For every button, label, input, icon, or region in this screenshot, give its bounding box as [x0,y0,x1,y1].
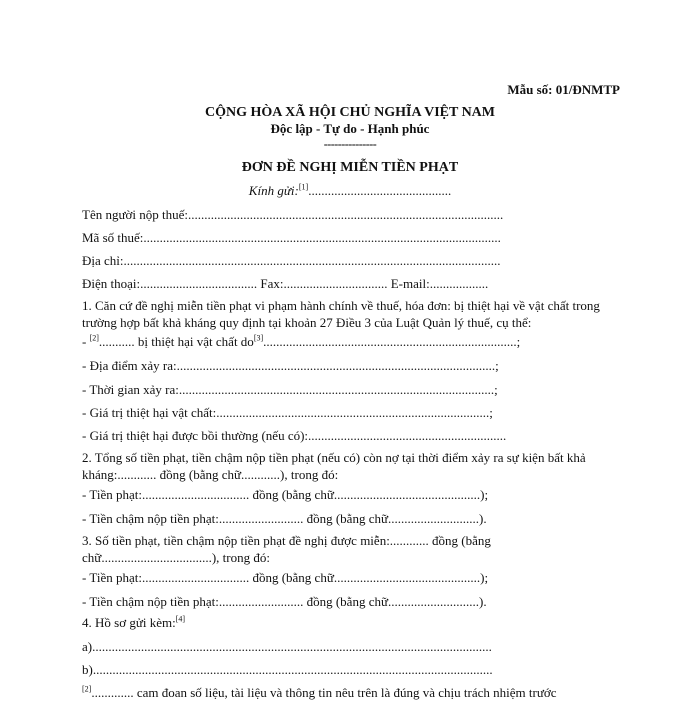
place-field: - Địa điểm xảy ra:..................................................................................................; [82,358,499,373]
footnote-ref: [2] [89,333,99,343]
damage-line [82,333,622,350]
footnote-ref: [3] [253,333,264,343]
damage-mid: ........... bị thiệt hại vật chất do [98,334,254,349]
taxpayer-name-field: Tên người nộp thuế:................................................................................................. [82,207,504,222]
footnote-ref: [1] [298,182,309,192]
attachment-a: a)........................................................................................................................... [82,639,492,654]
recipient-line [0,183,700,199]
compensated-value-field: - Giá trị thiệt hại được bồi thường (nếu có):............................................................. [82,428,507,443]
time-field: - Thời gian xảy ra:.................................................................................................; [82,382,498,397]
damage-end: ..............................................................................; [263,334,521,349]
header-divider: --------------- [323,137,377,151]
document-header [0,105,700,151]
form-code: Mẫu số: 01/ĐNMTP [507,82,620,97]
attachments-label: 4. Hồ sơ gửi kèm: [82,615,176,630]
contact-field: Điện thoại:.................................... Fax:................................ E-mail:.................. [82,276,489,291]
recipient-blank: ............................................ [308,183,452,198]
damage-prefix: - [82,334,90,349]
section3-intro: 3. Số tiền phạt, tiền chậm nộp tiền phạt đề nghị được miễn:............ đồng (bằng chữ..................................), trong đó: [82,533,491,565]
commitment-text: ............. cam đoan số liệu, tài liệu và thông tin nêu trên là đúng và chịu trách nhiệm trước [91,685,557,700]
recipient-label: Kính gửi: [248,183,299,198]
address-field: Địa chỉ:.................................................................................................................... [82,253,501,268]
commitment-line [82,684,622,701]
section3-late-field: - Tiền chậm nộp tiền phạt:.......................... đồng (bằng chữ............................). [82,594,487,609]
tax-code-field: Mã số thuế:.............................................................................................................. [82,230,501,245]
document-title: ĐƠN ĐỀ NGHỊ MIỄN TIỀN PHẠT [241,160,459,175]
footnote-ref: [2] [82,684,92,694]
national-motto: Độc lập - Tự do - Hạnh phúc [270,121,430,136]
section2-intro: 2. Tổng số tiền phạt, tiền chậm nộp tiền phạt (nếu có) còn nợ tại thời điểm xảy ra sự kiện bất khả kháng:............ đồng (bằng chữ............), trong đó: [82,450,586,482]
section2-late-field: - Tiền chậm nộp tiền phạt:.......................... đồng (bằng chữ............................). [82,511,487,526]
section2-fine-field: - Tiền phạt:................................. đồng (bằng chữ.............................................); [82,487,489,502]
section1-intro: 1. Căn cứ đề nghị miễn tiền phạt vi phạm hành chính về thuế, hóa đơn: bị thiệt hại về vật chất trong trường hợp bất khả kháng quy định tại khoản 27 Điều 3 của Luật Quản lý thuế, cụ thể: [82,298,600,330]
damage-value-field: - Giá trị thiệt hại vật chất:....................................................................................; [82,405,493,420]
attachment-b: b)........................................................................................................................... [82,662,493,677]
attachments-label-line [82,614,622,631]
section3-fine-field: - Tiền phạt:................................. đồng (bằng chữ.............................................); [82,570,489,585]
footnote-ref: [4] [175,614,186,624]
national-name: CỘNG HÒA XÃ HỘI CHỦ NGHĨA VIỆT NAM [204,105,495,120]
